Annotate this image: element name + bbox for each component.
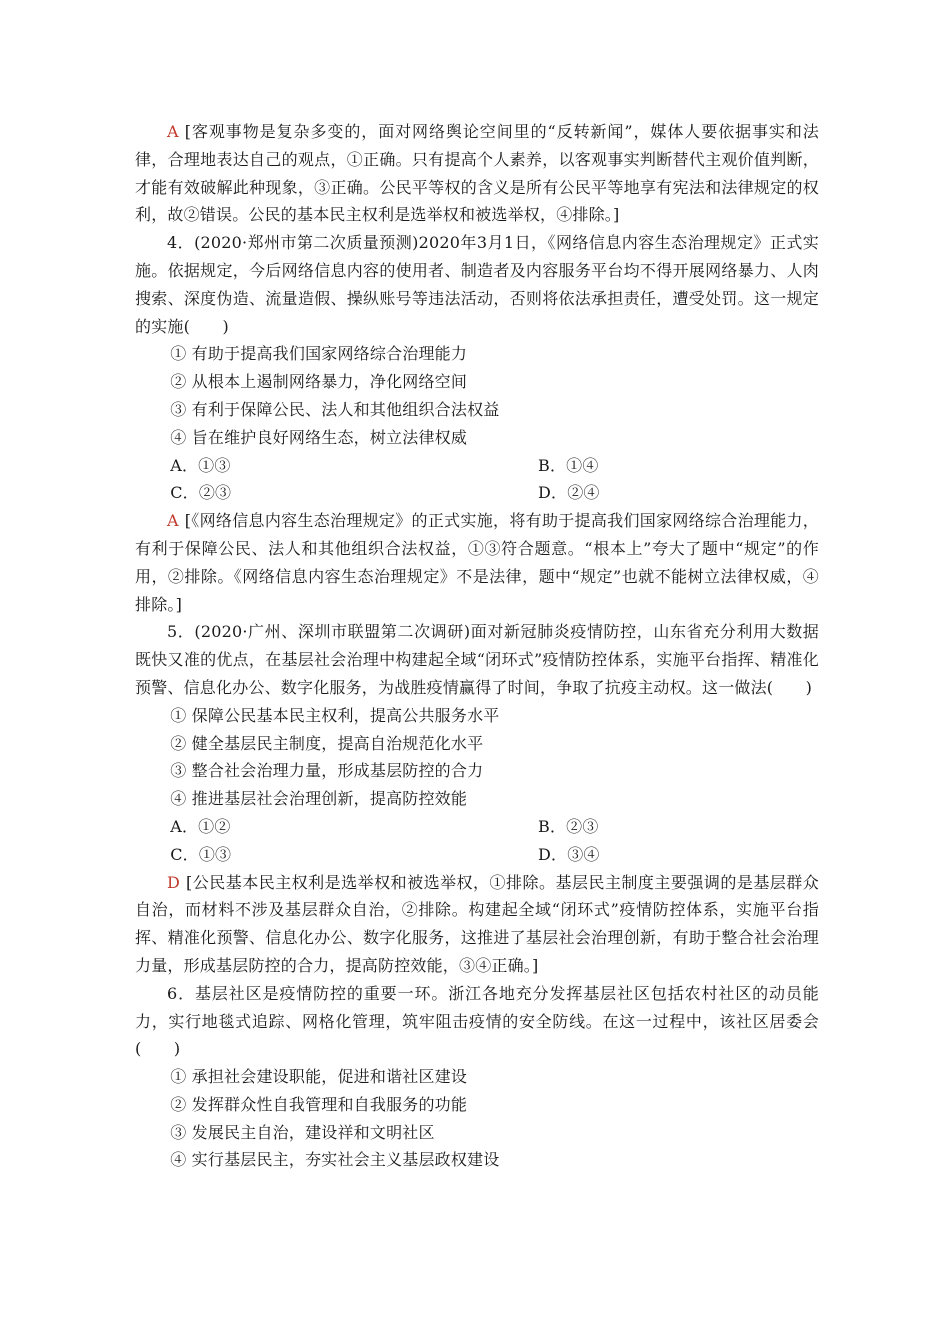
choice-b: B．①④ (538, 455, 599, 475)
choice-a: A．①② (170, 816, 231, 836)
statement-option: ④ 推进基层社会治理创新，提高防控效能 (170, 789, 468, 809)
choice-row (135, 841, 819, 869)
statement-option: ② 发挥群众性自我管理和自我服务的功能 (170, 1094, 468, 1114)
answer-explanation: [公民基本民主权利是选举权和被选举权，①排除。基层民主制度主要强调的是基层群众自治，而材料不涉及基层群众自治，②排除。构建起全域“闭环式”疫情防控体系，实施平台指挥、精准化预警、信息化办公、数字化服务，这推进了基层社会治理创新，有助于整合社会治理力量，形成基层防控的合力，提高防控效能，③④正确。] (135, 872, 819, 975)
question-6-stem: 6．基层社区是疫情防控的重要一环。浙江各地充分发挥基层社区包括农村社区的动员能力，实行地毯式追踪、网格化管理，筑牢阻击疫情的安全防线。在这一过程中，该社区居委会( ) (135, 983, 819, 1059)
choice-c: C．①③ (170, 844, 232, 864)
statement-option: ④ 旨在维护良好网络生态，树立法律权威 (170, 427, 468, 447)
answer-letter: A (167, 122, 179, 141)
statement-option: ③ 整合社会治理力量，形成基层防控的合力 (170, 761, 484, 781)
answer-4 (135, 507, 819, 618)
statement-option: ① 保障公民基本民主权利，提高公共服务水平 (170, 705, 500, 725)
choice-d: D．③④ (538, 844, 600, 864)
statement-option: ② 从根本上遏制网络暴力，净化网络空间 (170, 372, 468, 392)
statement-option: ① 承担社会建设职能，促进和谐社区建设 (170, 1067, 468, 1087)
question-5-stem: 5．(2020·广州、深圳市联盟第二次调研)面对新冠肺炎疫情防控，山东省充分利用大数据既快又准的优点，在基层社会治理中构建起全域“闭环式”疫情防控体系，实施平台指挥、精准化预警、信息化办公、数字化服务，为战胜疫情赢得了时间，争取了抗疫主动权。这一做法( ) (135, 622, 819, 697)
choice-d: D．②④ (538, 483, 600, 503)
question-4-stem: 4．(2020·郑州市第二次质量预测)2020年3月1日，《网络信息内容生态治理规定》正式实施。依据规定，今后网络信息内容的使用者、制造者及内容服务平台均不得开展网络暴力、人肉搜索、深度伪造、流量造假、操纵账号等违法活动，否则将依法承担责任，遭受处罚。这一规定的实施( ) (135, 233, 819, 336)
statement-option: ③ 有利于保障公民、法人和其他组织合法权益 (170, 399, 500, 419)
choice-row (135, 479, 819, 507)
statement-option: ③ 发展民主自治，建设祥和文明社区 (170, 1122, 435, 1142)
statement-option: ④ 实行基层民主，夯实社会主义基层政权建设 (170, 1150, 500, 1170)
answer-3 (135, 118, 819, 229)
choice-c: C．②③ (170, 483, 232, 503)
answer-5 (135, 869, 819, 980)
choice-b: B．②③ (538, 816, 599, 836)
answer-explanation: [客观事物是复杂多变的，面对网络舆论空间里的“反转新闻”，媒体人要依据事实和法律，合理地表达自己的观点，①正确。只有提高个人素养，以客观事实判断替代主观价值判断，才能有效破解此种现象，③正确。公民平等权的含义是所有公民平等地享有宪法和法律规定的权利，故②错误。公民的基本民主权利是选举权和被选举权，④排除。] (135, 122, 819, 225)
choice-row (135, 452, 819, 480)
answer-letter: D (167, 872, 181, 892)
choice-row (135, 813, 819, 841)
statement-option: ② 健全基层民主制度，提高自治规范化水平 (170, 733, 484, 753)
answer-explanation: [《网络信息内容生态治理规定》的正式实施，将有助于提高我们国家网络综合治理能力，有利于保障公民、法人和其他组织合法权益，①③符合题意。“根本上”夸大了题中“规定”的作用，②排除。《网络信息内容生态治理规定》不是法律，题中“规定”也就不能树立法律权威，④排除。] (135, 511, 819, 614)
answer-letter: A (167, 511, 179, 531)
document-page (135, 118, 819, 1174)
statement-option: ① 有助于提高我们国家网络综合治理能力 (170, 344, 468, 364)
choice-a: A．①③ (170, 455, 231, 475)
